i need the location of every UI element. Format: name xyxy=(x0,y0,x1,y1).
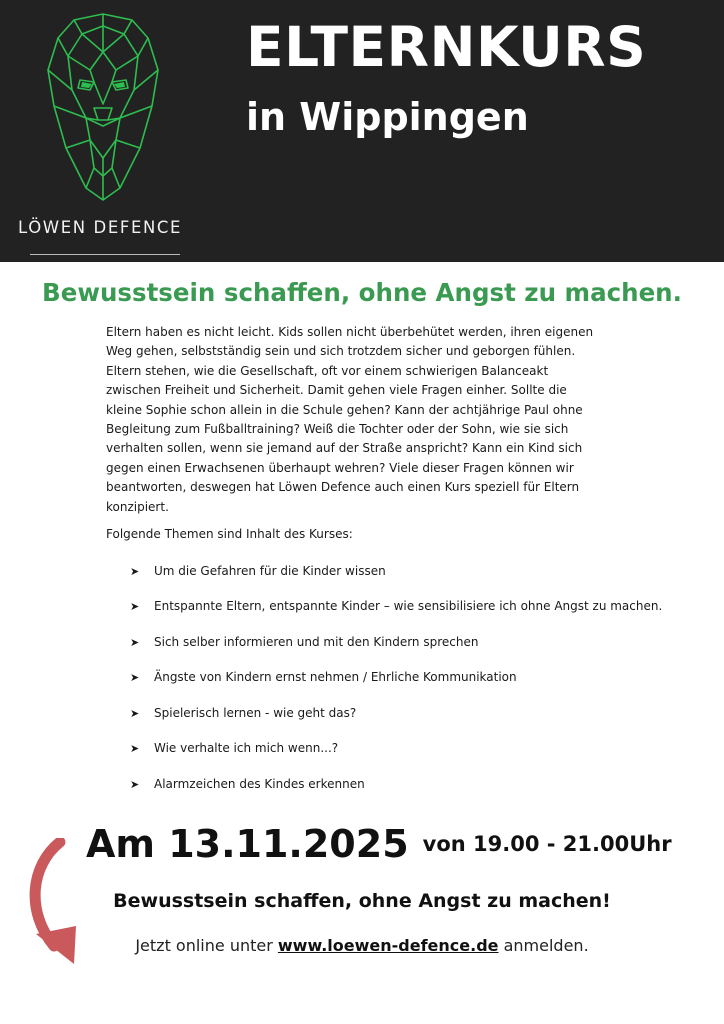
arrowhead-bullet-icon: ➤ xyxy=(130,671,140,684)
intro-paragraph: Eltern haben es nicht leicht. Kids sollen nicht überbehütet werden, ihren eigenen Weg gehen, selbstständig sein und sich trotzdem sicher und geborgen fühlen. Eltern stehen, wie die Gesellschaft, oft vor einem schwierigen Balanceakt zwischen Freiheit und Sicherheit. Damit gehen viele Fragen einher. Sollte die kleine Sophie schon allein in die Schule gehen? Kann der achtjährige Paul ohne Begleitung zum Fußballtraining? Weiß die Tochter oder der Sohn, wie sie sich verhalten sollen, wenn sie jemand auf der Straße anspricht? Kann ein Kind sich gegen einen Erwachsenen überhaupt wehren? Viele dieser Fragen können wir beantworten, deswegen hat Löwen Defence auch einen Kurs speziell für Eltern konzipiert. xyxy=(106,325,594,514)
list-item xyxy=(130,741,690,761)
cta-suffix: anmelden. xyxy=(503,936,589,955)
brand-name: LÖWEN DEFENCE xyxy=(18,218,183,237)
website-link[interactable]: www.loewen-defence.de xyxy=(277,936,499,955)
arrowhead-bullet-icon: ➤ xyxy=(130,778,140,791)
arrowhead-bullet-icon: ➤ xyxy=(130,565,140,578)
list-item xyxy=(130,635,690,655)
event-date: Am 13.11.2025 xyxy=(86,822,409,866)
brand-underline xyxy=(30,254,180,255)
list-item xyxy=(130,599,690,619)
topic-text: Sich selber informieren und mit den Kindern sprechen xyxy=(154,635,479,649)
event-time: von 19.00 - 21.00Uhr xyxy=(422,832,672,856)
topic-text: Um die Gefahren für die Kinder wissen xyxy=(154,564,386,578)
slogan-heading: Bewusstsein schaffen, ohne Angst zu machen. xyxy=(42,278,682,307)
arrowhead-bullet-icon: ➤ xyxy=(130,636,140,649)
list-item xyxy=(130,564,690,584)
topics-heading: Folgende Themen sind Inhalt des Kurses: xyxy=(106,527,353,541)
arrowhead-bullet-icon: ➤ xyxy=(130,742,140,755)
topic-text: Wie verhalte ich mich wenn...? xyxy=(154,741,339,755)
closing-slogan: Bewusstsein schaffen, ohne Angst zu machen! xyxy=(113,890,611,912)
topic-text: Entspannte Eltern, entspannte Kinder – wie sensibilisiere ich ohne Angst zu machen. xyxy=(154,599,663,613)
lion-logo-icon xyxy=(28,8,178,206)
list-item xyxy=(130,670,690,690)
list-item xyxy=(130,706,690,726)
page-title: ELTERNKURS xyxy=(246,15,647,79)
topic-text: Ängste von Kindern ernst nehmen / Ehrliche Kommunikation xyxy=(154,670,517,684)
topic-text: Spielerisch lernen - wie geht das? xyxy=(154,706,357,720)
event-date-line xyxy=(86,822,672,866)
arrowhead-bullet-icon: ➤ xyxy=(130,600,140,613)
registration-cta xyxy=(0,936,724,955)
arrowhead-bullet-icon: ➤ xyxy=(130,707,140,720)
header-banner xyxy=(0,0,724,262)
cta-prefix: Jetzt online unter xyxy=(135,936,273,955)
list-item xyxy=(130,777,690,797)
topic-text: Alarmzeichen des Kindes erkennen xyxy=(154,777,365,791)
page-subtitle: in Wippingen xyxy=(246,95,529,139)
